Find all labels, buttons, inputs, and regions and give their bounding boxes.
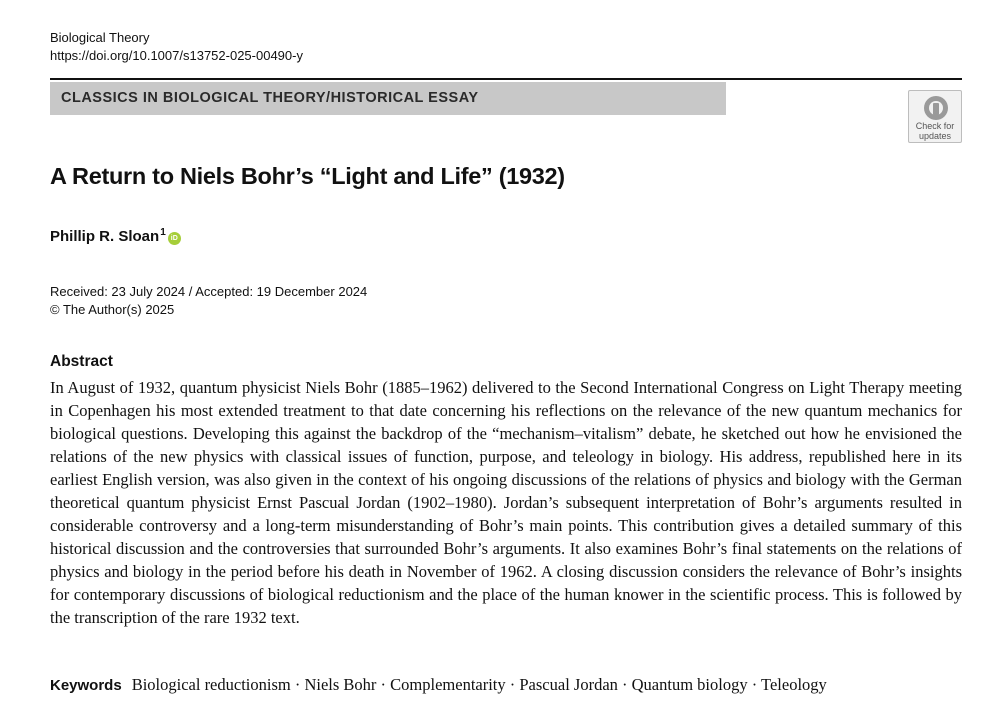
keywords-list: Biological reductionism · Niels Bohr · Complementarity · Pascual Jordan · Quantum biology · Teleology <box>131 675 827 694</box>
affiliation-mark: 1 <box>160 227 166 238</box>
author-line <box>50 228 181 245</box>
journal-name: Biological Theory <box>50 30 150 45</box>
author-name[interactable]: Phillip R. Sloan <box>50 228 160 245</box>
abstract-text: In August of 1932, quantum physicist Niels Bohr (1885–1962) delivered to the Second International Congress on Light Therapy meeting in Copenhagen his most extended treatment to that date concerning his reflections on the relevance of the new quantum mechanics for biological questions. Developing this against the backdrop of the “mechanism–vitalism” debate, he sketched out how he envisioned the relations of the new physics with classical issues of function, purpose, and teleology in biology. His address, republished here in its earliest English version, was also given in the context of his ongoing discussions of the relations of physics and biology with the German theoretical quantum physicist Ernst Pascual Jordan (1902–1980). Jordan’s subsequent interpretation of Bohr’s arguments resulted in considerable controversy and a long-term misunderstanding of Bohr’s main points. This contribution gives a detailed summary of this historical discussion and the controversies that surrounded Bohr’s arguments. It also examines Bohr’s final statements on the relations of physics and biology in the period before his death in November of 1962. A closing discussion considers the relevance of Bohr’s insights for contemporary discussions of biological reductionism and the place of the human knower in the scientific process. This is followed by the transcription of the rare 1932 text. <box>50 378 962 627</box>
orcid-icon[interactable]: iD <box>168 232 181 245</box>
section-banner-label: CLASSICS IN BIOLOGICAL THEORY/HISTORICAL ESSAY <box>61 90 479 106</box>
article-title: A Return to Niels Bohr’s “Light and Life” (1932) <box>50 163 565 189</box>
keywords-label: Keywords <box>50 677 122 694</box>
abstract-heading: Abstract <box>50 353 113 370</box>
check-for-updates-badge[interactable] <box>908 90 962 143</box>
check-updates-label: Check for updates <box>915 121 955 141</box>
header-rule <box>50 78 962 80</box>
copyright-notice: © The Author(s) 2025 <box>50 302 175 317</box>
journal-header <box>50 29 303 65</box>
doi-link[interactable]: https://doi.org/10.1007/s13752-025-00490-y <box>50 48 303 63</box>
keywords-line <box>50 675 827 695</box>
received-accepted-dates: Received: 23 July 2024 / Accepted: 19 December 2024 <box>50 284 368 299</box>
article-dates <box>50 283 367 319</box>
section-banner <box>50 82 726 115</box>
check-updates-icon <box>923 95 949 121</box>
